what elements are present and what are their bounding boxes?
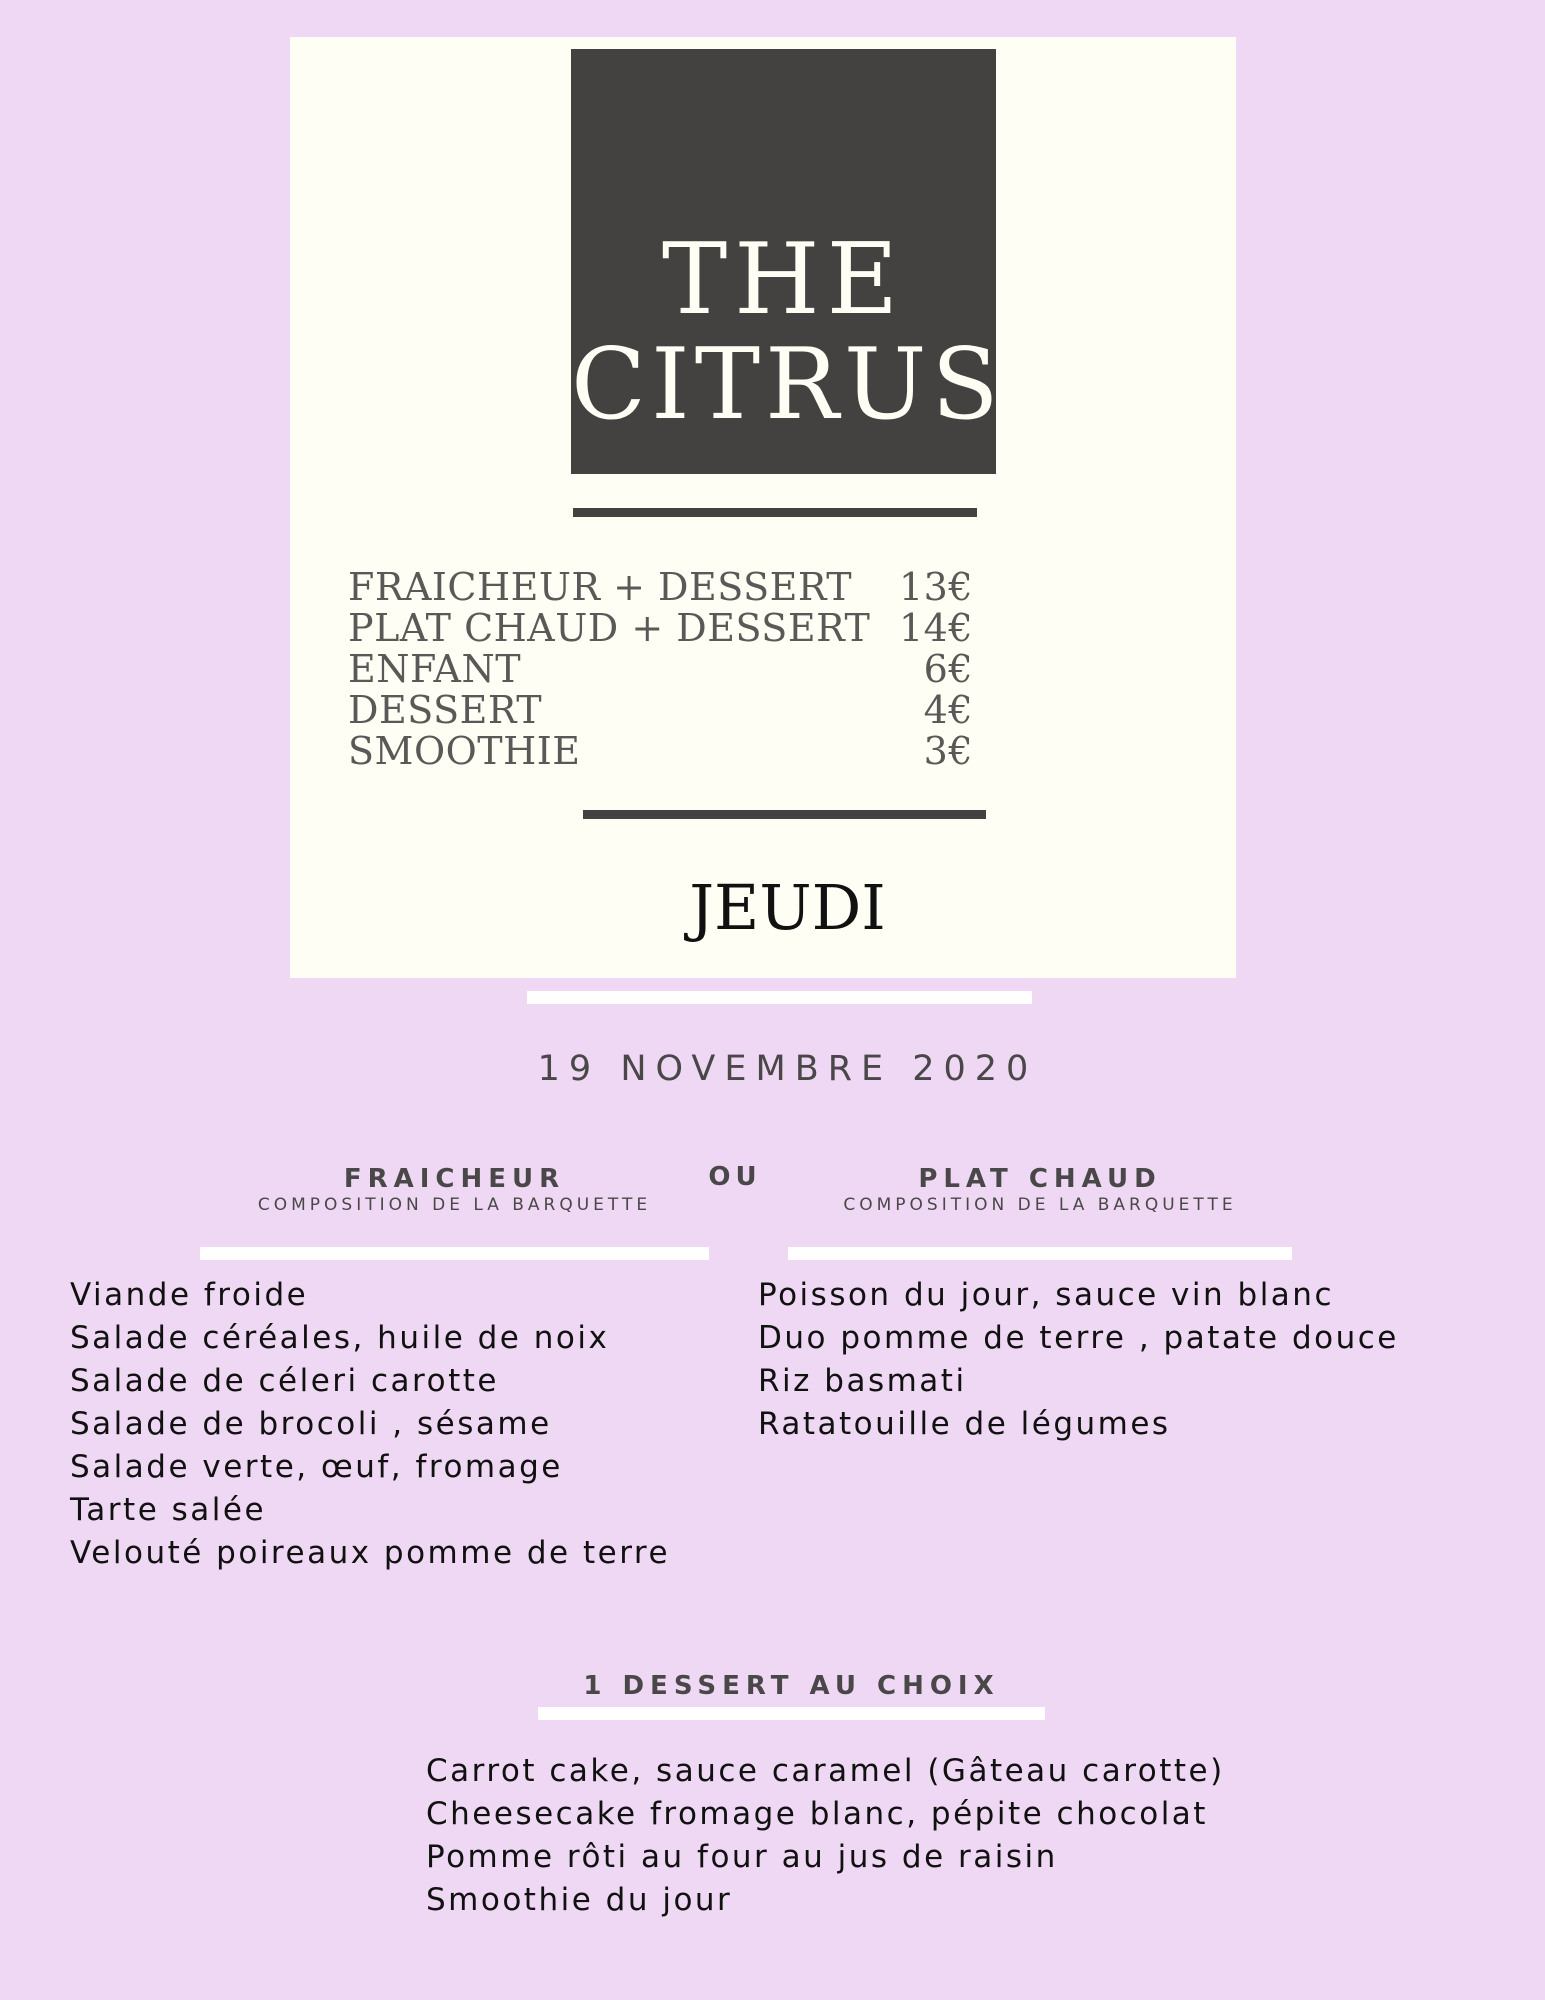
divider — [200, 1247, 709, 1260]
price-row — [348, 690, 973, 731]
list-item: Riz basmati — [758, 1363, 967, 1399]
list-item: Salade verte, œuf, fromage — [70, 1449, 563, 1485]
list-item: Salade de céleri carotte — [70, 1363, 499, 1399]
list-item: Viande froide — [70, 1277, 309, 1313]
price-name: DESSERT — [348, 688, 543, 732]
logo-line-2: CITRUS — [571, 328, 1004, 442]
dessert-list — [426, 1750, 1225, 1922]
plat-chaud-list — [758, 1274, 1399, 1446]
price-value: 4€ — [923, 688, 973, 732]
logo-line-1: THE — [661, 223, 906, 337]
plat-chaud-subtitle: COMPOSITION DE LA BARQUETTE — [843, 1195, 1237, 1215]
list-item: Cheesecake fromage blanc, pépite chocolat — [426, 1796, 1208, 1832]
price-row — [348, 731, 973, 772]
list-item: Ratatouille de légumes — [758, 1406, 1171, 1442]
divider — [583, 810, 986, 819]
price-name: PLAT CHAUD + DESSERT — [348, 606, 871, 650]
price-name: ENFANT — [348, 647, 522, 691]
list-item: Duo pomme de terre , patate douce — [758, 1320, 1399, 1356]
divider — [788, 1247, 1292, 1260]
price-value: 14€ — [898, 606, 973, 650]
list-item: Pomme rôti au four au jus de raisin — [426, 1839, 1058, 1875]
plat-chaud-header — [788, 1166, 1292, 1214]
price-row — [348, 608, 973, 649]
price-list — [348, 567, 973, 772]
price-row — [348, 649, 973, 690]
plat-chaud-title: PLAT CHAUD — [918, 1164, 1162, 1194]
divider — [573, 508, 977, 517]
divider — [527, 991, 1032, 1004]
fraicheur-header — [200, 1166, 709, 1214]
dessert-title: 1 DESSERT AU CHOIX — [583, 1671, 1000, 1701]
price-name: FRAICHEUR + DESSERT — [348, 565, 853, 609]
date: 19 NOVEMBRE 2020 — [537, 1049, 1038, 1089]
divider — [538, 1707, 1045, 1720]
list-item: Carrot cake, sauce caramel (Gâteau carotte) — [426, 1753, 1225, 1789]
day-title: JEUDI — [689, 871, 886, 944]
list-item: Smoothie du jour — [426, 1882, 733, 1918]
list-item: Velouté poireaux pomme de terre — [70, 1535, 671, 1571]
fraicheur-subtitle: COMPOSITION DE LA BARQUETTE — [257, 1195, 652, 1215]
logo — [571, 49, 1004, 474]
price-name: SMOOTHIE — [348, 729, 581, 773]
list-item: Salade de brocoli , sésame — [70, 1406, 552, 1442]
price-value: 6€ — [923, 647, 973, 691]
fraicheur-title: FRAICHEUR — [343, 1164, 566, 1194]
list-item: Poisson du jour, sauce vin blanc — [758, 1277, 1334, 1313]
fraicheur-list — [70, 1274, 670, 1575]
price-row — [348, 567, 973, 608]
price-value: 3€ — [923, 729, 973, 773]
list-item: Tarte salée — [70, 1492, 267, 1528]
or-separator: OU — [708, 1162, 762, 1192]
price-value: 13€ — [898, 565, 973, 609]
list-item: Salade céréales, huile de noix — [70, 1320, 610, 1356]
